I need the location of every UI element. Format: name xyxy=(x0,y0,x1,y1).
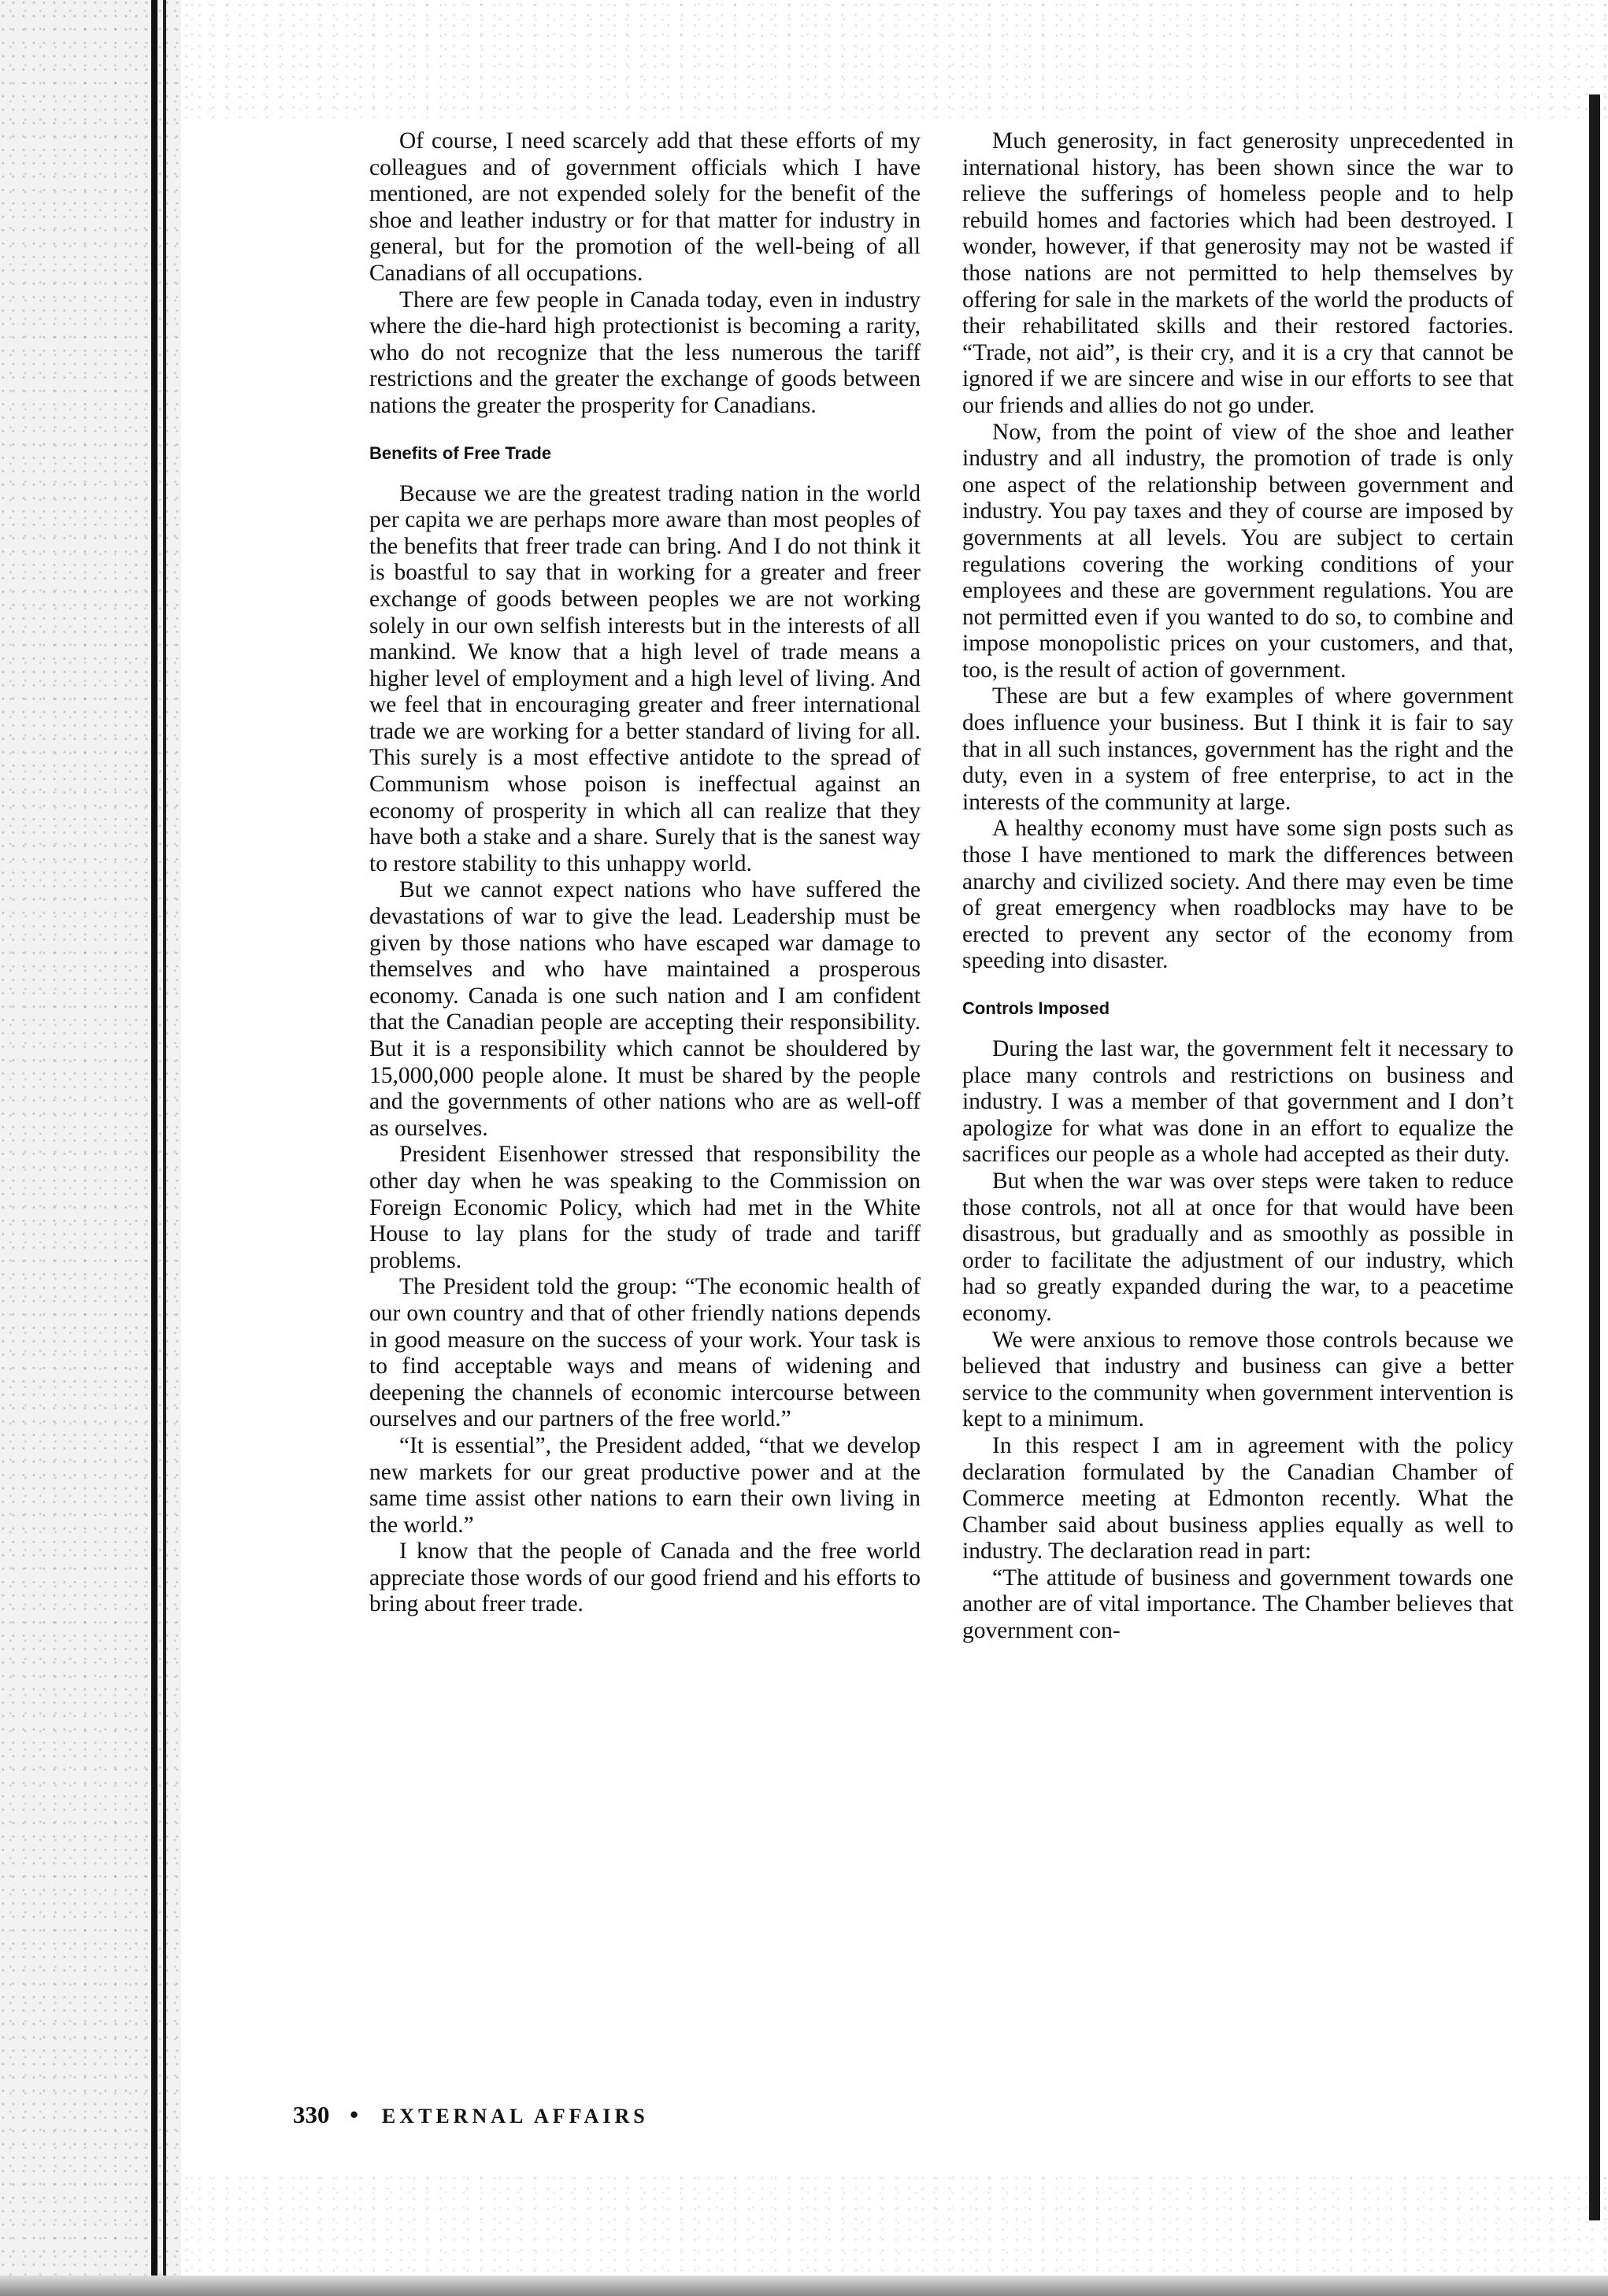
paragraph: Much generosity, in fact generosity unprecedented in international history, has been shown since the war to relieve the sufferings of homeless people and to help rebuild homes and factories which had been destroyed. I wonder, however, if that generosity may not be wasted if those nations are not permitted to help themselves by offering for sale in the markets of the world the products of their rehabilitated skills and their restored factories. “Trade, not aid”, is their cry, and it is a cry that cannot be ignored if we are sincere and wise in our efforts to see that our friends and allies do not go under. xyxy=(962,128,1514,418)
page-footer xyxy=(293,2101,649,2129)
page-edge-bottom xyxy=(0,2276,1608,2296)
paragraph: “The attitude of business and government towards one another are of vital importance. The Chamber believes that government con- xyxy=(962,1565,1514,1644)
paragraph: There are few people in Canada today, even in industry where the die-hard high protectionist is becoming a rarity, who do not recognize that the less numerous the tariff restrictions and the greater the exchange of goods between nations the greater the prosperity for Canadians. xyxy=(369,287,921,418)
paragraph: Now, from the point of view of the shoe and leather industry and all industry, the promotion of trade is only one aspect of the relationship between government and industry. You pay taxes and they of course are imposed by governments at all levels. You are subject to certain regulations covering the working conditions of your employees and these are government regulations. You are not permitted even if you wanted to do so, to combine and impose monopolistic prices on your customers, and that, too, is the result of action of government. xyxy=(962,419,1514,683)
footer-bullet: • xyxy=(350,2101,359,2128)
paragraph: President Eisenhower stressed that responsibility the other day when he was speaking to the Commission on Foreign Economic Policy, which had met in the White House to lay plans for the study of trade and tariff problems. xyxy=(369,1142,921,1273)
paragraph: A healthy economy must have some sign posts such as those I have mentioned to mark the differences between anarchy and civilized society. And there may even be time of great emergency when roadblocks may have to be erected to prevent any sector of the economy from speeding into disaster. xyxy=(962,816,1514,974)
paragraph: The President told the group: “The economic health of our own country and that of other friendly nations depends in good measure on the success of your work. Your task is to find acceptable ways and means of widening and deepening the channels of economic intercourse between ourselves and our partners of the free world.” xyxy=(369,1274,921,1432)
paragraph: Because we are the greatest trading nation in the world per capita we are perhaps more aware than most peoples of the benefits that freer trade can bring. And I do not think it is boastful to say that in working for a greater and freer exchange of goods between peoples we are not working solely in our own selfish interests but in the interests of all mankind. We know that a high level of trade means a higher level of employment and a high level of living. And we feel that in encouraging greater and freer international trade we are working for a better standard of living for all. This surely is a most effective antidote to the spread of Communism whose poison is ineffectual against an economy of prosperity in which all can realize that they have both a stake and a share. Surely that is the sanest way to restore stability to this unhappy world. xyxy=(369,480,921,876)
paragraph: We were anxious to remove those controls because we believed that industry and business can give a better service to the community when government intervention is kept to a minimum. xyxy=(962,1327,1514,1432)
paragraph: In this respect I am in agreement with the policy declaration formulated by the Canadian Chamber of Commerce meeting at Edmonton recently. What the Chamber said about business applies equally as well to industry. The declaration read in part: xyxy=(962,1432,1514,1565)
section-heading: Benefits of Free Trade xyxy=(369,443,552,463)
paragraph: These are but a few examples of where government does influence your business. But I think it is fair to say that in all such instances, government has the right and the duty, even in a system of free enterprise, to act in the interests of the community at large. xyxy=(962,683,1514,815)
paragraph: But we cannot expect nations who have suffered the devastations of war to give the lead. Leadership must be given by those nations who have escaped war damage to themselves and who have maintained a prosperous economy. Canada is one such nation and I am confident that the Canadian people are accepting their responsibility. But it is a responsibility which cannot be shouldered by 15,000,000 people alone. It must be shared by the people and the governments of other nations who are as well-off as ourselves. xyxy=(369,877,921,1141)
binding-edge xyxy=(151,0,157,2296)
scan-margin-top xyxy=(181,0,1608,118)
left-column xyxy=(369,128,921,1618)
paragraph: I know that the people of Canada and the free world appreciate those words of our good friend and his efforts to bring about freer trade. xyxy=(369,1539,921,1617)
paragraph: But when the war was over steps were taken to reduce those controls, not all at once for that would have been disastrous, but gradually and as smoothly as possible in order to facilitate the adjustment of our industry, which had so greatly expanded during the war, to a peacetime economy. xyxy=(962,1168,1514,1326)
page-number: 330 xyxy=(293,2101,330,2128)
page-edge-right xyxy=(1589,94,1600,2220)
binding-edge-inner xyxy=(163,0,166,2296)
paragraph: Of course, I need scarcely add that these efforts of my colleagues and of government officials which I have mentioned, are not expended solely for the benefit of the shoe and leather industry or for that matter for industry in general, but for the promotion of the well-being of all Canadians of all occupations. xyxy=(369,128,921,286)
paragraph: During the last war, the government felt it necessary to place many controls and restrictions on business and industry. I was a member of that government and I don’t apologize for what was done in an effort to equalize the sacrifices our people as a whole had accepted as their duty. xyxy=(962,1036,1514,1168)
section-heading: Controls Imposed xyxy=(962,998,1110,1018)
paragraph: “It is essential”, the President added, “that we develop new markets for our great productive power and at the same time assist other nations to earn their own living in the world.” xyxy=(369,1432,921,1538)
right-column xyxy=(962,128,1514,1645)
journal-name: EXTERNAL AFFAIRS xyxy=(381,2105,649,2128)
